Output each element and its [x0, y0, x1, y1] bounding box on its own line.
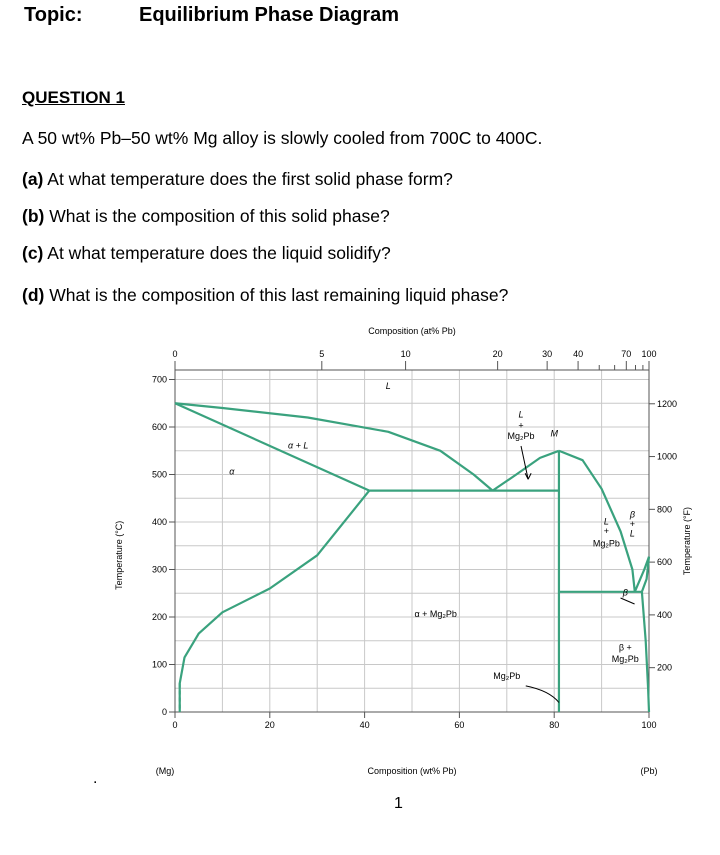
x-tick-label: 40 — [359, 720, 370, 730]
part-label: (c) — [22, 243, 44, 263]
question-part-a — [22, 169, 453, 190]
y-tick-label: 700 — [151, 374, 167, 385]
top-tick-label: 70 — [621, 349, 632, 359]
question-part-d — [22, 285, 508, 306]
mg2pb-liquidus-right-line — [559, 451, 635, 592]
region-label: M — [550, 428, 558, 439]
part-label: (a) — [22, 169, 44, 189]
region-label: L — [518, 409, 524, 420]
region-label: Mg₂Pb — [507, 430, 535, 441]
region-label: L — [603, 516, 609, 527]
y2-tick-label: 800 — [657, 504, 673, 515]
topic-label: Topic: — [24, 4, 83, 26]
topic-title: Equilibrium Phase Diagram — [139, 4, 400, 26]
part-label: (d) — [22, 285, 45, 305]
region-label: + — [629, 518, 636, 529]
y-tick-label: 100 — [151, 659, 167, 670]
y-tick-label: 500 — [151, 469, 167, 480]
question-heading: QUESTION 1 — [22, 88, 125, 107]
region-label: β — [622, 587, 628, 598]
top-axis-label: Composition (at% Pb) — [368, 326, 456, 336]
x-axis-label: Composition (wt% Pb) — [367, 766, 457, 776]
y2-tick-label: 200 — [657, 662, 673, 673]
x-tick-label: 60 — [454, 720, 465, 730]
pb-solvus-line — [642, 592, 649, 712]
region-label: α — [229, 466, 235, 477]
region-label: L — [385, 381, 391, 391]
y-tick-label: 200 — [151, 612, 167, 622]
y-tick-label: 0 — [161, 707, 167, 717]
y-axis-label: Temperature (°C) — [114, 520, 124, 590]
page-number: 1 — [394, 795, 403, 812]
top-tick-label: 100 — [641, 349, 657, 359]
top-tick-label: 30 — [542, 349, 553, 359]
x-tick-label: 80 — [549, 720, 560, 730]
beta-leader-line — [621, 598, 635, 604]
x-tick-label: 100 — [641, 720, 657, 730]
phase-diagram — [100, 320, 700, 790]
bullet-mark: . — [93, 770, 98, 787]
top-tick-label: 20 — [492, 349, 503, 359]
region-label: Mg₂Pb — [493, 670, 521, 681]
y-tick-label: 400 — [151, 517, 167, 527]
question-part-c — [22, 243, 391, 264]
top-tick-label: 10 — [400, 349, 411, 359]
part-text: At what temperature does the liquid solidify? — [43, 243, 391, 263]
region-label: β + — [618, 642, 632, 653]
region-label: α + L — [288, 440, 309, 451]
region-label: β — [629, 509, 635, 520]
top-tick-label: 40 — [573, 349, 584, 359]
top-tick-label: 0 — [172, 349, 178, 359]
region-label: + — [518, 420, 524, 431]
x-tick-label: 20 — [264, 720, 275, 730]
part-text: What is the composition of this solid phase? — [44, 206, 390, 226]
part-text: What is the composition of this last remaining liquid phase? — [44, 285, 509, 305]
region-label: Mg₂Pb — [611, 654, 639, 665]
region-label: L — [629, 528, 635, 539]
y-tick-label: 300 — [151, 564, 167, 575]
y2-tick-label: 1200 — [657, 398, 678, 409]
question-text: A 50 wt% Pb–50 wt% Mg alloy is slowly cooled from 700C to 400C. — [22, 128, 543, 148]
question-part-b — [22, 206, 390, 227]
solidus-left-line — [175, 403, 369, 490]
y2-tick-label: 1000 — [657, 451, 678, 462]
y2-axis-label: Temperature (°F) — [682, 506, 692, 576]
top-tick-label: 5 — [319, 349, 325, 359]
y2-tick-label: 400 — [657, 609, 673, 620]
region-label: + — [603, 525, 609, 536]
region-label: α + Mg₂Pb — [414, 609, 457, 619]
part-label: (b) — [22, 206, 45, 226]
x-end-label-right: (Pb) — [640, 766, 658, 776]
y2-tick-label: 600 — [657, 557, 673, 568]
mg2pb-liquidus-left-line — [493, 451, 559, 491]
part-text: At what temperature does the first solid phase form? — [43, 169, 453, 189]
x-end-label-left: (Mg) — [155, 766, 175, 776]
x-tick-label: 0 — [172, 720, 178, 730]
region-label: Mg₂Pb — [592, 538, 620, 549]
solvus-left-line — [180, 491, 370, 712]
y-tick-label: 600 — [151, 422, 167, 432]
